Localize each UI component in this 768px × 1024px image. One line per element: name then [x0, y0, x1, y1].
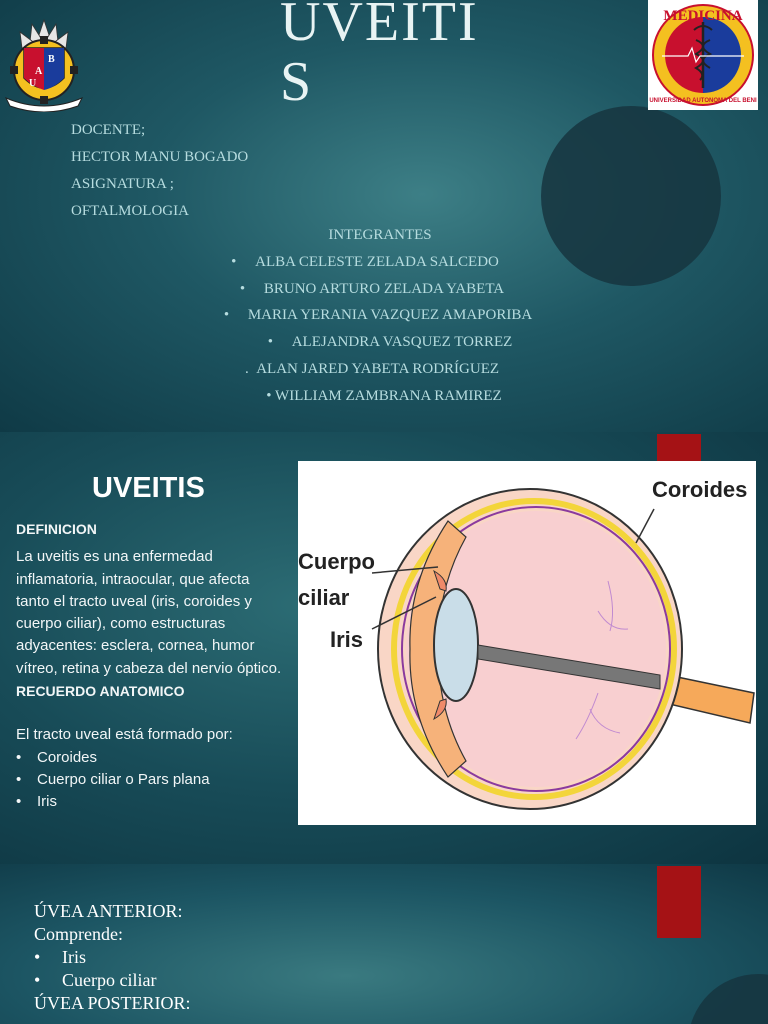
- red-tab-marker: [657, 434, 701, 462]
- member-name: ALEJANDRA VASQUEZ TORREZ: [291, 334, 513, 351]
- list-item: [16, 791, 284, 813]
- slide-title: [280, 0, 479, 112]
- label-cuerpo: Cuerpo: [298, 549, 375, 574]
- definition-body: [16, 518, 284, 814]
- label-ciliar: ciliar: [298, 585, 350, 610]
- uvea-anterior-heading: ÚVEA ANTERIOR:: [34, 901, 183, 921]
- member-item: [200, 356, 560, 383]
- label-coroides: Coroides: [652, 477, 748, 502]
- list-item: [34, 969, 191, 992]
- asignatura-label: ASIGNATURA ;: [71, 176, 174, 192]
- member-item: [200, 383, 560, 410]
- docente-name: HECTOR MANU BOGADO: [71, 149, 249, 165]
- logo-medicina-text: MEDICINA: [663, 8, 743, 24]
- teacher-info: [71, 117, 248, 225]
- university-crest-logo: [2, 18, 86, 112]
- list-item-text: Iris: [62, 947, 86, 967]
- integrantes-heading: INTEGRANTES: [328, 227, 432, 243]
- label-iris: Iris: [330, 627, 364, 652]
- member-item: [200, 329, 560, 356]
- decorative-circle: [688, 974, 768, 1024]
- bullet-marker: •: [16, 770, 22, 788]
- uvea-posterior-heading: ÚVEA POSTERIOR:: [34, 993, 191, 1013]
- bullet-marker: •: [16, 793, 22, 811]
- list-item-text: Cuerpo ciliar o Pars plana: [37, 770, 210, 788]
- member-marker: •: [231, 253, 237, 270]
- recuerdo-heading: RECUERDO ANATOMICO: [16, 683, 185, 700]
- crest-letter-a: A: [35, 66, 43, 77]
- logo-university-text: UNIVERSIDAD AUTONOMA DEL BENI: [649, 98, 757, 104]
- member-marker: •: [223, 307, 230, 324]
- eye-anatomy-diagram: [298, 461, 756, 825]
- docente-label: DOCENTE;: [71, 122, 146, 138]
- list-item: [16, 747, 284, 769]
- uvea-body: [34, 900, 191, 1015]
- member-marker: •: [266, 387, 272, 404]
- comprende-text: Comprende:: [34, 924, 123, 944]
- definition-slide: [0, 432, 768, 864]
- member-marker: .: [244, 360, 249, 377]
- member-name: ALAN JARED YABETA RODRÍGUEZ: [256, 360, 500, 377]
- members-list: [200, 222, 560, 410]
- member-marker: •: [239, 280, 246, 297]
- bullet-marker: •: [16, 748, 22, 766]
- member-name: WILLIAM ZAMBRANA RAMIREZ: [275, 387, 502, 404]
- member-marker: •: [267, 334, 273, 351]
- tracto-text: El tracto uveal está formado por:: [16, 726, 233, 744]
- definicion-text: La uveitis es una enfermedad inflamatoria, intraocular, que afecta tanto el tracto uveal (iris, coroides y cuerpo ciliar), como estructuras adyacentes: esclera, cornea, humor vítreo, retina y cabeza del nervio óptico.: [16, 548, 282, 677]
- crest-letter-u: U: [29, 78, 37, 89]
- member-item: [200, 249, 560, 276]
- bullet-marker: •: [34, 947, 41, 967]
- list-item: [16, 769, 284, 791]
- list-item: [34, 946, 191, 969]
- list-item-text: Coroides: [37, 748, 98, 766]
- decorative-circle: [541, 106, 721, 286]
- title-slide: [0, 0, 768, 432]
- list-item-text: Cuerpo ciliar: [62, 970, 157, 990]
- member-name: MARIA YERANIA VAZQUEZ AMAPORIBA: [247, 307, 533, 324]
- crest-letter-b: B: [48, 54, 55, 65]
- member-name: BRUNO ARTURO ZELADA YABETA: [263, 280, 505, 297]
- definicion-heading: DEFINICION: [16, 521, 97, 537]
- member-item: [200, 302, 560, 329]
- member-item: [200, 276, 560, 303]
- medicina-faculty-logo: [648, 0, 758, 110]
- bullet-marker: •: [34, 970, 41, 990]
- asignatura-name: OFTALMOLOGIA: [71, 203, 189, 219]
- slide-title-line2: S: [280, 51, 314, 113]
- red-tab-marker: [657, 866, 701, 938]
- section-title: UVEITIS: [92, 472, 205, 504]
- slide-title-line1: UVEITI: [280, 0, 479, 53]
- uvea-slide: [0, 864, 768, 1024]
- member-name: ALBA CELESTE ZELADA SALCEDO: [255, 253, 499, 270]
- list-item-text: Iris: [37, 793, 57, 811]
